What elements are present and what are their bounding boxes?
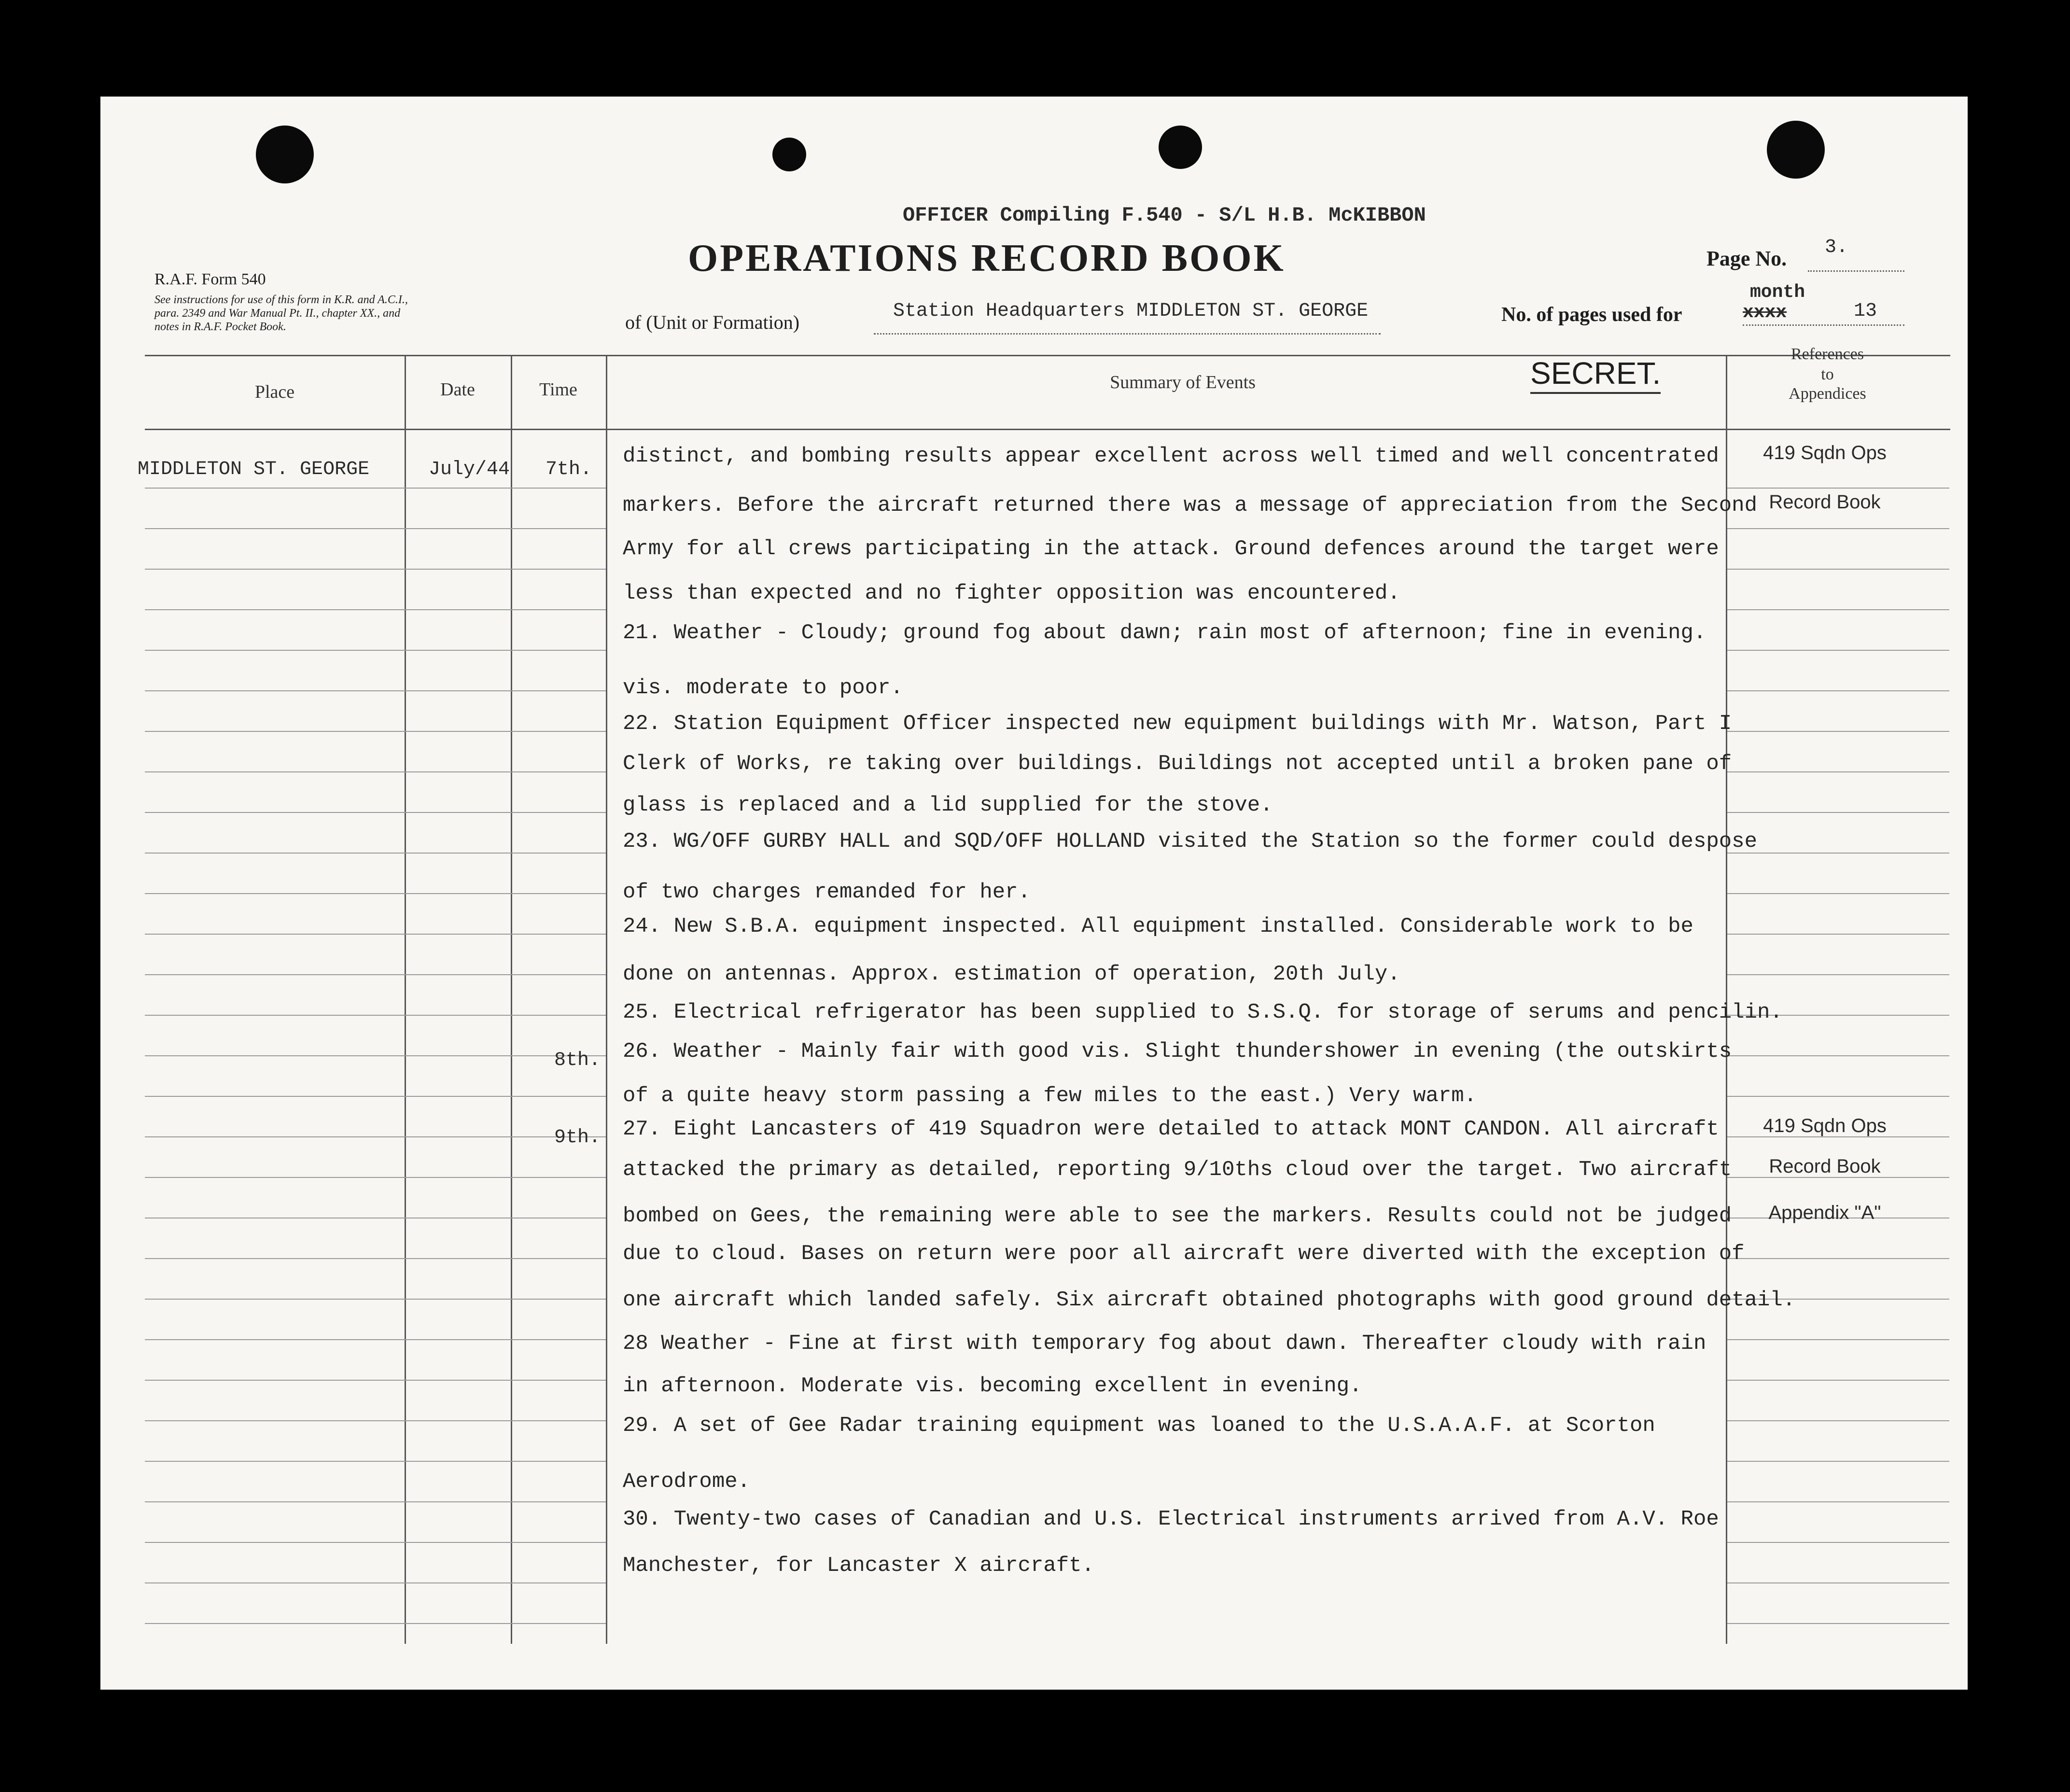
punch-hole-center [772, 138, 806, 171]
pages-used-insert: month [1750, 282, 1805, 303]
ruled-line [145, 893, 405, 894]
unit-dotline [874, 333, 1381, 335]
form-instructions-3: notes in R.A.F. Pocket Book. [154, 321, 286, 333]
ruled-line [145, 853, 405, 854]
time-cell-7th: 7th. [545, 459, 592, 480]
summary-line: less than expected and no fighter opposition was encountered. [623, 581, 1400, 605]
classification-stamp: SECRET. [1530, 355, 1661, 394]
ruled-line [145, 934, 405, 935]
ruled-line [145, 1380, 405, 1381]
ruled-line [405, 609, 511, 610]
ruled-line [405, 1177, 511, 1178]
ruled-line [511, 609, 606, 610]
ruled-line [405, 771, 511, 772]
form-instructions-1: See instructions for use of this form in K.R. and A.C.I., [154, 294, 408, 306]
summary-line: Army for all crews participating in the attack. Ground defences around the target were [623, 537, 1719, 561]
ruled-line [405, 528, 511, 529]
ruled-line [145, 974, 405, 975]
ruled-line [405, 1542, 511, 1543]
ruled-line [145, 812, 405, 813]
ruled-line [405, 488, 511, 489]
summary-line: of two charges remanded for her. [623, 880, 1031, 904]
ruled-line [511, 1339, 606, 1340]
ruled-line [145, 1136, 405, 1137]
ruled-line [405, 1420, 511, 1421]
ruled-line [405, 650, 511, 651]
table-top-border [145, 355, 1950, 356]
ruled-line [405, 731, 511, 732]
ruled-line [405, 1055, 511, 1056]
ruled-line [1727, 1258, 1949, 1259]
ruled-line [511, 1461, 606, 1462]
ruled-line [405, 1501, 511, 1502]
ruled-line [511, 893, 606, 894]
ruled-line [405, 853, 511, 854]
summary-line: one aircraft which landed safely. Six aircraft obtained photographs with good ground detail. [623, 1288, 1796, 1312]
header-summary: Summary of Events [1110, 372, 1256, 392]
pages-used-label: No. of pages used for [1501, 304, 1682, 326]
ruled-line [1727, 1501, 1949, 1502]
ruled-line [405, 569, 511, 570]
summary-line: 29. A set of Gee Radar training equipment was loaned to the U.S.A.A.F. at Scorton [623, 1414, 1655, 1438]
ruled-line [405, 1582, 511, 1583]
summary-line: Aerodrome. [623, 1470, 751, 1494]
ruled-line [1727, 1461, 1949, 1462]
ruled-line [511, 1177, 606, 1178]
ruled-line [511, 1623, 606, 1624]
header-date: Date [440, 379, 475, 400]
ruled-line [1727, 1055, 1949, 1056]
ruled-line [511, 934, 606, 935]
reference-entry: 419 Sqdn Ops [1763, 1115, 1887, 1136]
ruled-line [145, 1420, 405, 1421]
summary-line: distinct, and bombing results appear excellent across well timed and well concentrated [623, 444, 1719, 468]
summary-line: 26. Weather - Mainly fair with good vis. Slight thundershower in evening (the outskirts [623, 1039, 1732, 1064]
time-cell-9th: 9th. [554, 1127, 601, 1148]
ruled-line [145, 1582, 405, 1583]
header-place: Place [254, 382, 295, 402]
ruled-line [145, 528, 405, 529]
summary-line: vis. moderate to poor. [623, 676, 903, 700]
ruled-line [511, 1015, 606, 1016]
ruled-line [511, 690, 606, 691]
ruled-line [405, 1015, 511, 1016]
reference-entry: Record Book [1769, 1156, 1881, 1177]
summary-line: 25. Electrical refrigerator has been supplied to S.S.Q. for storage of serums and pencilin. [623, 1000, 1783, 1024]
summary-line: Clerk of Works, re taking over buildings. Buildings not accepted until a broken pane of [623, 752, 1732, 776]
divider-summary-refs [1726, 355, 1727, 1644]
reference-entry: Record Book [1769, 491, 1881, 513]
ruled-line [511, 853, 606, 854]
summary-line: due to cloud. Bases on return were poor all aircraft were diverted with the exception of [623, 1242, 1745, 1266]
ruled-line [511, 771, 606, 772]
punch-hole-right [1767, 121, 1825, 179]
ruled-line [1727, 1380, 1949, 1381]
ruled-line [511, 812, 606, 813]
summary-line: 30. Twenty-two cases of Canadian and U.S. Electrical instruments arrived from A.V. Roe [623, 1507, 1719, 1531]
ruled-line [145, 609, 405, 610]
ruled-line [405, 1299, 511, 1300]
ruled-line [511, 1380, 606, 1381]
header-bottom-border [145, 429, 1950, 430]
ruled-line [145, 1055, 405, 1056]
ruled-line [1727, 1582, 1949, 1583]
ruled-line [511, 1542, 606, 1543]
summary-line: 28 Weather - Fine at first with temporary fog about dawn. Thereafter cloudy with rain [623, 1331, 1706, 1356]
summary-line: glass is replaced and a lid supplied for the stove. [623, 793, 1273, 817]
ruled-line [511, 528, 606, 529]
summary-line: attacked the primary as detailed, reporting 9/10ths cloud over the target. Two aircraft [623, 1158, 1732, 1182]
ruled-line [405, 893, 511, 894]
page-dotline [1808, 270, 1904, 272]
ruled-line [1727, 650, 1949, 651]
summary-line: in afternoon. Moderate vis. becoming excellent in evening. [623, 1374, 1362, 1398]
ruled-line [145, 650, 405, 651]
ruled-line [1727, 812, 1949, 813]
ruled-line [405, 1136, 511, 1137]
ruled-line [405, 1096, 511, 1097]
summary-line: 23. WG/OFF GURBY HALL and SQD/OFF HOLLAND visited the Station so the former could despose [623, 829, 1757, 854]
form-instructions-2: para. 2349 and War Manual Pt. II., chapter XX., and [154, 307, 401, 320]
ruled-line [145, 771, 405, 772]
summary-line: markers. Before the aircraft returned there was a message of appreciation from the Second [623, 493, 1757, 518]
ruled-line [1727, 690, 1949, 691]
ruled-line [145, 569, 405, 570]
compiling-officer: OFFICER Compiling F.540 - S/L H.B. McKIBBON [903, 204, 1426, 227]
ruled-line [1727, 1339, 1949, 1340]
pages-used-value: 13 [1854, 300, 1877, 322]
time-cell-8th: 8th. [554, 1050, 601, 1071]
divider-time-summary [606, 355, 607, 1644]
ruled-line [511, 1582, 606, 1583]
ruled-line [1727, 853, 1949, 854]
divider-place-date [405, 355, 406, 1644]
ruled-line [145, 1501, 405, 1502]
pages-used-struck: xxxx [1743, 302, 1787, 323]
punch-hole-left [256, 126, 314, 183]
header-references-to: to [1821, 365, 1834, 383]
ruled-line [1727, 893, 1949, 894]
ruled-line [145, 731, 405, 732]
ruled-line [405, 1380, 511, 1381]
unit-value: Station Headquarters MIDDLETON ST. GEORGE [893, 300, 1369, 322]
page-value: 3. [1825, 237, 1848, 258]
summary-line: done on antennas. Approx. estimation of operation, 20th July. [623, 962, 1400, 986]
ruled-line [511, 650, 606, 651]
ruled-line [405, 1339, 511, 1340]
summary-line: 27. Eight Lancasters of 419 Squadron were detailed to attack MONT CANDON. All aircraft [623, 1117, 1719, 1141]
ruled-line [145, 1015, 405, 1016]
header-appendices: Appendices [1789, 385, 1866, 403]
summary-line: 21. Weather - Cloudy; ground fog about dawn; rain most of afternoon; fine in evening. [623, 621, 1706, 645]
ruled-line [145, 1258, 405, 1259]
ruled-line [1727, 1096, 1949, 1097]
date-cell: July/44 [429, 459, 510, 480]
summary-line: of a quite heavy storm passing a few miles to the east.) Very warm. [623, 1084, 1477, 1108]
ruled-line [1727, 974, 1949, 975]
place-cell: MIDDLETON ST. GEORGE [138, 459, 370, 480]
ruled-line [1727, 609, 1949, 610]
ruled-line [145, 1623, 405, 1624]
header-references: References [1790, 345, 1864, 363]
ruled-line [511, 488, 606, 489]
summary-line: 22. Station Equipment Officer inspected new equipment buildings with Mr. Watson, Part I [623, 712, 1732, 736]
summary-line: 24. New S.B.A. equipment inspected. All equipment installed. Considerable work to be [623, 914, 1693, 938]
ruled-line [145, 1177, 405, 1178]
divider-date-time [511, 355, 512, 1644]
ruled-line [511, 1299, 606, 1300]
ruled-line [145, 1461, 405, 1462]
ruled-line [1727, 1420, 1949, 1421]
ruled-line [405, 690, 511, 691]
summary-line: bombed on Gees, the remaining were able to see the markers. Results could not be judged [623, 1204, 1732, 1228]
ruled-line [511, 1420, 606, 1421]
ruled-line [1727, 934, 1949, 935]
ruled-line [1727, 569, 1949, 570]
ruled-line [145, 1299, 405, 1300]
page-title: OPERATIONS RECORD BOOK [688, 237, 1286, 280]
ruled-line [511, 1501, 606, 1502]
form-number: R.A.F. Form 540 [154, 270, 266, 288]
page-label: Page No. [1706, 247, 1787, 270]
ruled-line [405, 974, 511, 975]
ruled-line [405, 1461, 511, 1462]
ruled-line [511, 974, 606, 975]
ruled-line [405, 1258, 511, 1259]
ruled-line [1727, 488, 1949, 489]
ruled-line [145, 1339, 405, 1340]
unit-label: of (Unit or Formation) [625, 311, 800, 333]
ruled-line [1727, 771, 1949, 772]
ruled-line [145, 1542, 405, 1543]
ruled-line [511, 569, 606, 570]
ruled-line [145, 488, 405, 489]
ruled-line [511, 1096, 606, 1097]
ruled-line [145, 690, 405, 691]
punch-hole-mid [1159, 126, 1202, 169]
ruled-line [1727, 1623, 1949, 1624]
summary-line: Manchester, for Lancaster X aircraft. [623, 1554, 1094, 1578]
ruled-line [405, 1623, 511, 1624]
header-time: Time [539, 379, 577, 400]
ruled-line [405, 812, 511, 813]
ruled-line [405, 934, 511, 935]
ruled-line [511, 1258, 606, 1259]
ruled-line [1727, 1542, 1949, 1543]
pages-dotline [1743, 324, 1904, 326]
ruled-line [1727, 731, 1949, 732]
reference-entry: Appendix "A" [1768, 1202, 1881, 1223]
reference-entry: 419 Sqdn Ops [1763, 442, 1887, 463]
ruled-line [145, 1096, 405, 1097]
ruled-line [511, 731, 606, 732]
ruled-line [1727, 528, 1949, 529]
